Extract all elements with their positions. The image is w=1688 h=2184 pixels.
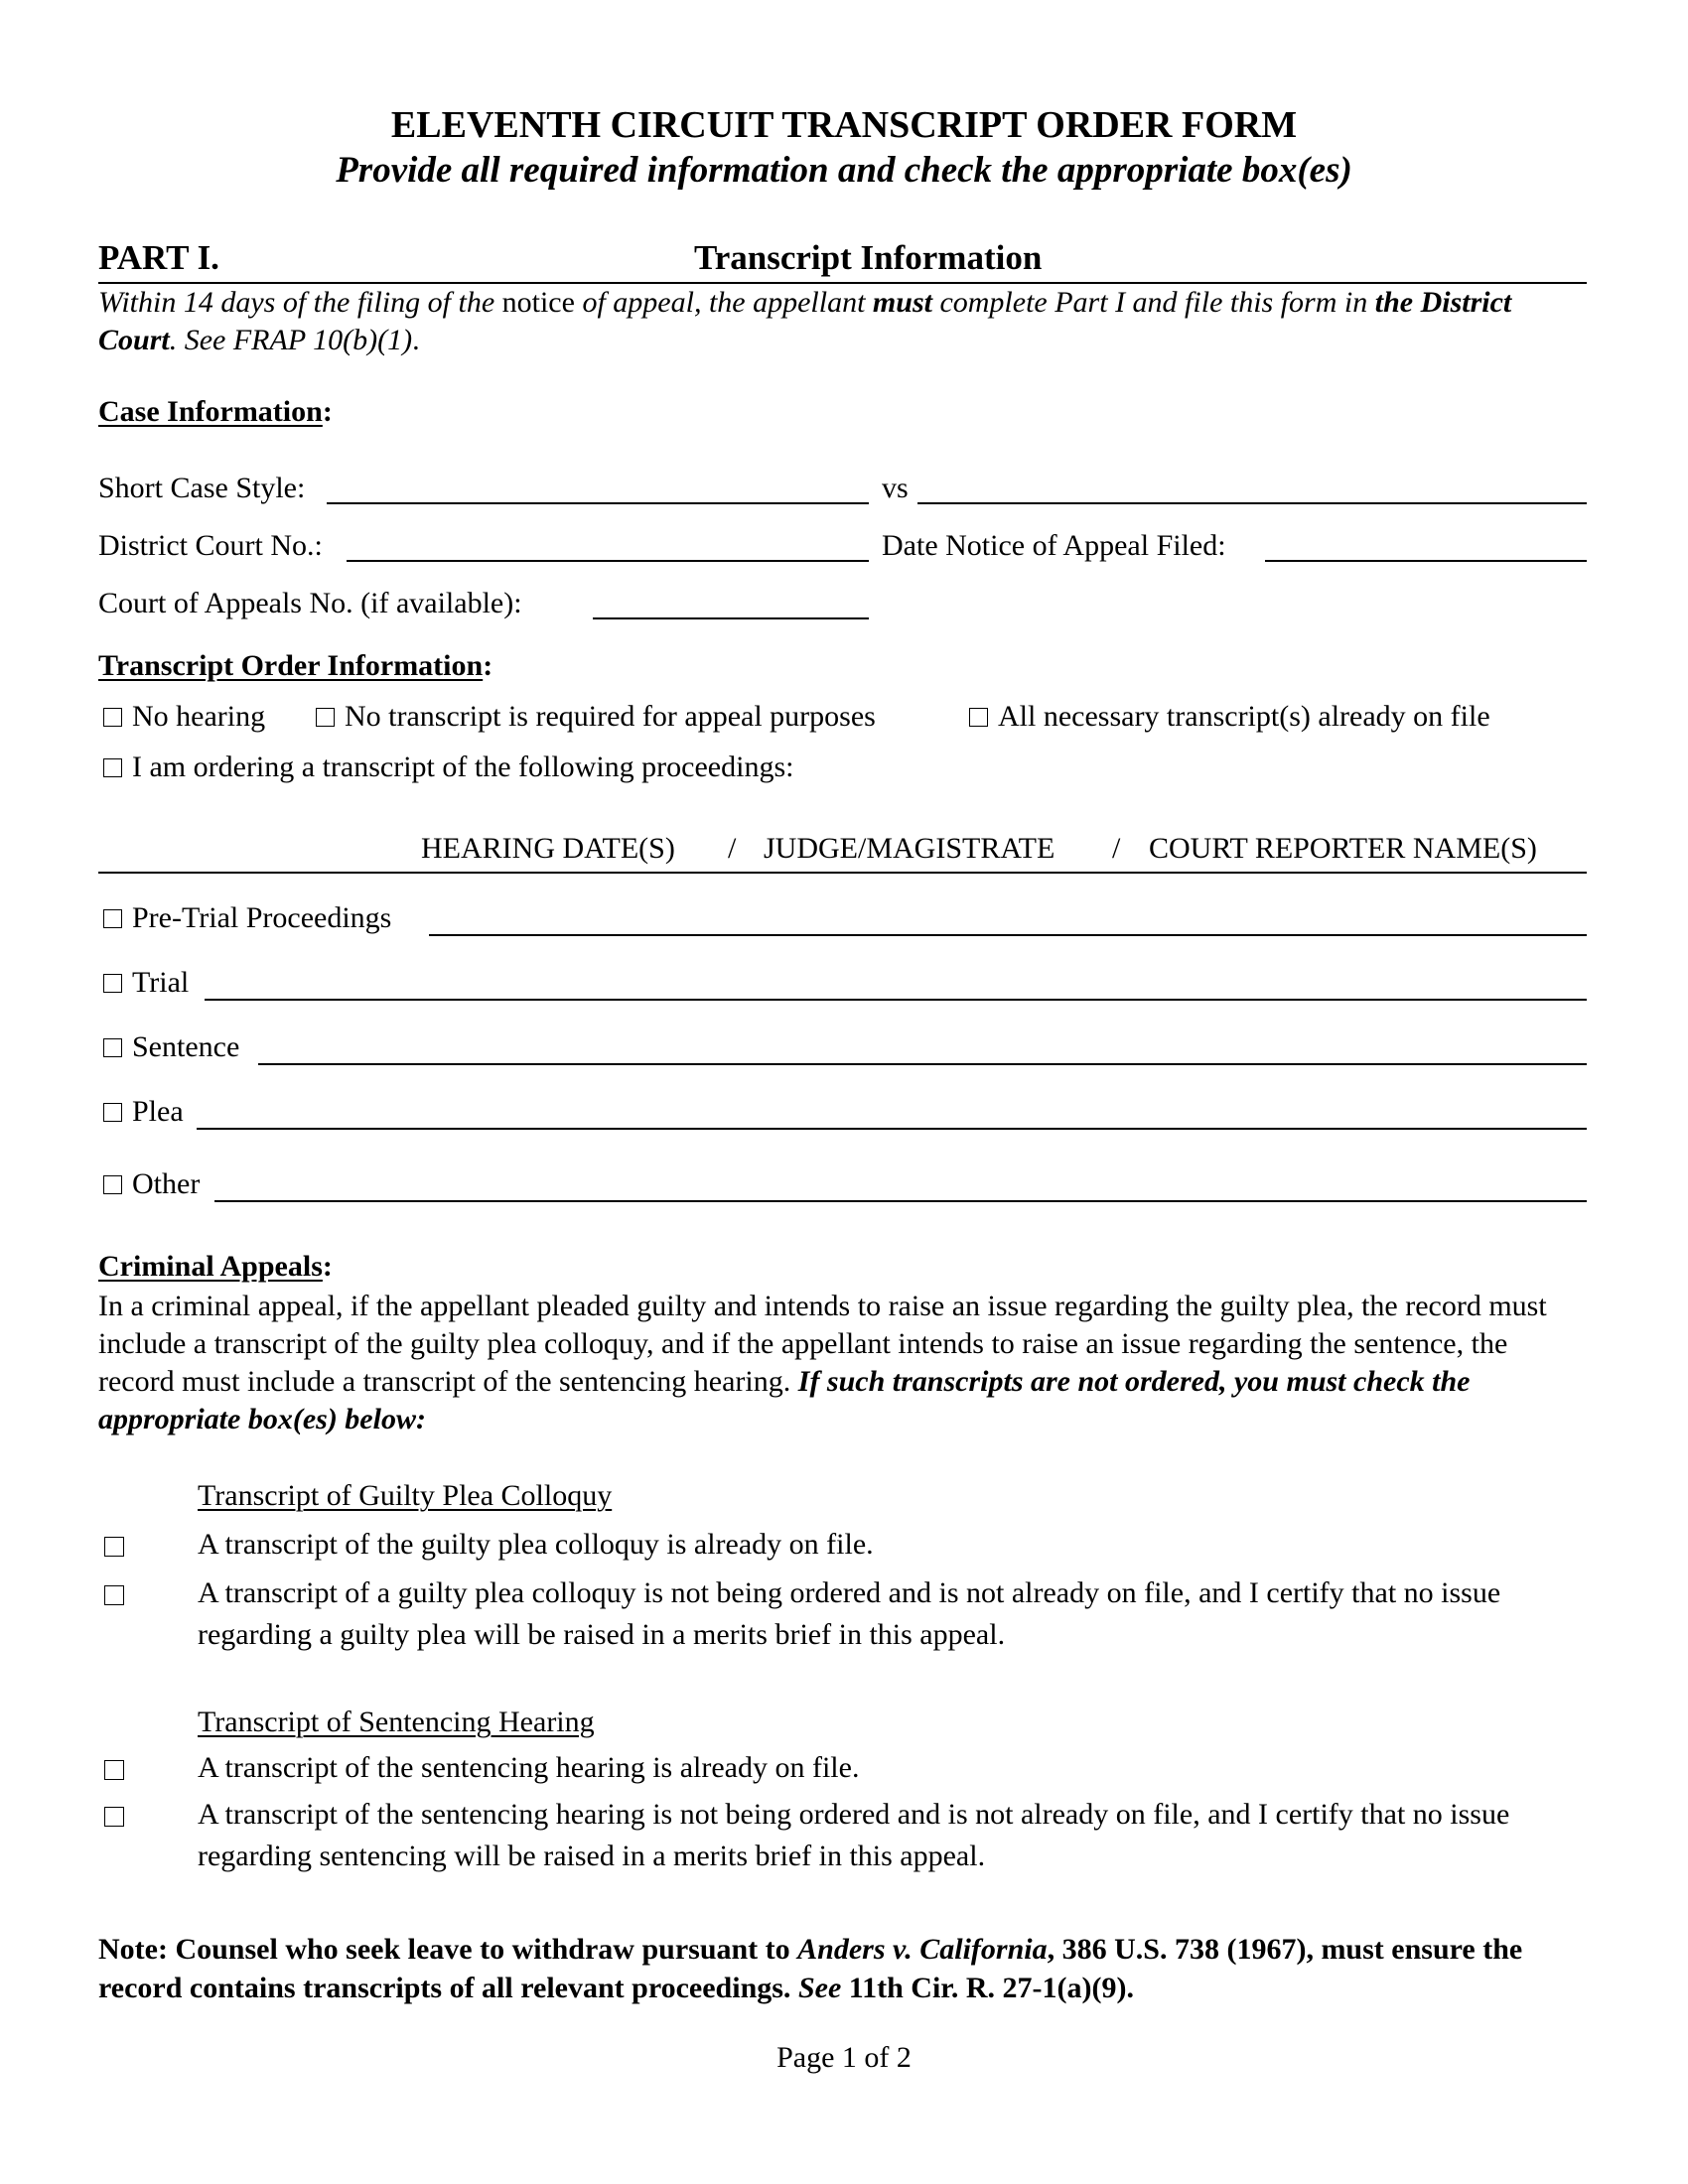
col-separator: / xyxy=(728,832,737,865)
option-transcripts-on-file[interactable] xyxy=(969,700,1490,734)
option-label: No hearing xyxy=(132,700,266,733)
form-title: ELEVENTH CIRCUIT TRANSCRIPT ORDER FORM xyxy=(390,104,1298,146)
proceeding-other[interactable] xyxy=(103,1167,200,1201)
criminal-text: In a criminal appeal, if the appellant pleaded guilty and intends to raise an issue regarding the guilty plea, the record must include a transcript of the guilty plea colloquy, and if the appellant intends to raise an issue regarding the sentence, the record must include a transcript of the sentencing hearing. xyxy=(98,1290,1547,1398)
vs-label: vs xyxy=(882,472,909,504)
trial-details-field[interactable] xyxy=(205,999,1587,1001)
criminal-appeals-heading xyxy=(98,1250,333,1284)
sentence-details-field[interactable] xyxy=(258,1063,1587,1065)
proceedings-column-headers xyxy=(98,832,1587,874)
note-text: Note: Counsel who seek leave to withdraw pursuant to xyxy=(98,1933,798,1966)
transcript-order-heading-text: Transcript Order Information xyxy=(98,649,484,682)
transcript-order-heading xyxy=(98,649,492,683)
date-notice-label: Date Notice of Appeal Filed: xyxy=(882,529,1226,562)
district-court-no-label: District Court No.: xyxy=(98,529,323,562)
plea-details-field[interactable] xyxy=(197,1128,1587,1130)
part-label: PART I. xyxy=(98,238,219,277)
proceeding-label: Trial xyxy=(132,966,190,999)
intro-frap: FRAP 10(b)(1) xyxy=(232,324,413,356)
proceeding-label: Sentence xyxy=(132,1030,240,1063)
note-see: See xyxy=(797,1972,842,2004)
checkbox[interactable] xyxy=(969,708,988,727)
plea-on-file-text: A transcript of the guilty plea colloquy is already on file. xyxy=(198,1528,874,1561)
sentencing-heading: Transcript of Sentencing Hearing xyxy=(198,1706,595,1738)
col-judge-magistrate: JUDGE/MAGISTRATE xyxy=(764,832,1055,865)
intro-text: notice xyxy=(494,286,583,319)
option-label: No transcript is required for appeal purposes xyxy=(345,700,876,733)
option-no-hearing[interactable] xyxy=(103,700,265,734)
sentencing-on-file-text: A transcript of the sentencing hearing is already on file. xyxy=(198,1751,860,1784)
checkbox[interactable] xyxy=(103,758,122,777)
intro-text: . xyxy=(412,324,420,356)
part-instructions xyxy=(98,284,1587,359)
pretrial-details-field[interactable] xyxy=(429,934,1587,936)
other-details-field[interactable] xyxy=(214,1200,1587,1202)
plea-not-ordered-text: A transcript of a guilty plea colloquy is not being ordered and is not already on file, and I certify that no issue regarding a guilty plea will be raised in a merits brief in this appeal. xyxy=(198,1576,1501,1651)
intro-district-court: the District Court xyxy=(98,286,1512,356)
checkbox-sentencing-on-file[interactable] xyxy=(104,1760,124,1780)
heading-colon: : xyxy=(322,1250,333,1283)
opposing-party-field[interactable] xyxy=(917,502,1587,504)
checkbox[interactable] xyxy=(103,708,122,727)
checkbox[interactable] xyxy=(316,708,335,727)
note-text: , 386 U.S. 738 (1967), must ensure the record contains transcripts of all relevant proceedings. xyxy=(98,1933,1523,2004)
proceeding-label: Plea xyxy=(132,1095,184,1128)
case-info-heading xyxy=(98,395,333,429)
page-number: Page 1 of 2 xyxy=(776,2041,912,2074)
col-separator: / xyxy=(1112,832,1121,865)
case-info-heading-text: Case Information xyxy=(98,395,323,428)
proceeding-label: Other xyxy=(132,1167,201,1200)
proceeding-label: Pre-Trial Proceedings xyxy=(132,901,392,934)
checkbox[interactable] xyxy=(103,1175,122,1194)
checkbox[interactable] xyxy=(103,909,122,928)
sentencing-not-ordered-text: A transcript of the sentencing hearing is not being ordered and is not already on file, and I certify that no issue regarding sentencing will be raised in a merits brief in this appeal. xyxy=(198,1798,1510,1872)
part-heading xyxy=(98,238,1587,284)
option-ordering-transcript[interactable] xyxy=(103,751,793,784)
guilty-plea-heading: Transcript of Guilty Plea Colloquy xyxy=(198,1479,613,1512)
col-court-reporter: COURT REPORTER NAME(S) xyxy=(1149,832,1537,865)
proceeding-plea[interactable] xyxy=(103,1095,184,1129)
intro-text: Within 14 days of the filing of the xyxy=(98,286,495,319)
checkbox-sentencing-not-ordered[interactable] xyxy=(104,1807,124,1827)
criminal-appeals-heading-text: Criminal Appeals xyxy=(98,1250,323,1283)
proceeding-pretrial[interactable] xyxy=(103,901,391,935)
intro-text: complete Part I and file this form in xyxy=(931,286,1375,319)
option-label: All necessary transcript(s) already on file xyxy=(998,700,1490,733)
col-hearing-dates: HEARING DATE(S) xyxy=(421,832,675,865)
court-of-appeals-no-field[interactable] xyxy=(593,617,869,619)
checkbox[interactable] xyxy=(103,974,122,993)
intro-text: . See xyxy=(169,324,233,356)
criminal-emphasis: If such transcripts are not ordered, you must check the appropriate box(es) below: xyxy=(98,1365,1471,1435)
court-of-appeals-no-label: Court of Appeals No. (if available): xyxy=(98,587,522,619)
option-no-transcript-required[interactable] xyxy=(316,700,876,734)
checkbox-plea-not-ordered[interactable] xyxy=(104,1585,124,1605)
part-title: Transcript Information xyxy=(694,238,1043,277)
option-label: I am ordering a transcript of the following proceedings: xyxy=(132,751,794,783)
district-court-no-field[interactable] xyxy=(347,560,869,562)
criminal-appeals-paragraph xyxy=(98,1288,1588,1438)
heading-colon: : xyxy=(322,395,333,428)
checkbox[interactable] xyxy=(103,1103,122,1122)
intro-must: must xyxy=(872,286,932,319)
note-case-name: Anders v. California xyxy=(797,1933,1048,1966)
proceeding-trial[interactable] xyxy=(103,966,189,1000)
form-subtitle: Provide all required information and check the appropriate box(es) xyxy=(336,150,1352,191)
checkbox-plea-on-file[interactable] xyxy=(104,1537,124,1557)
heading-colon: : xyxy=(483,649,493,682)
note-rule: 11th Cir. R. 27-1(a)(9). xyxy=(841,1972,1134,2004)
intro-text: of appeal, the appellant xyxy=(582,286,873,319)
date-notice-field[interactable] xyxy=(1265,560,1587,562)
proceeding-sentence[interactable] xyxy=(103,1030,239,1064)
checkbox[interactable] xyxy=(103,1038,122,1057)
anders-note xyxy=(98,1930,1588,2007)
short-case-style-label: Short Case Style: xyxy=(98,472,306,504)
short-case-style-field[interactable] xyxy=(327,502,869,504)
